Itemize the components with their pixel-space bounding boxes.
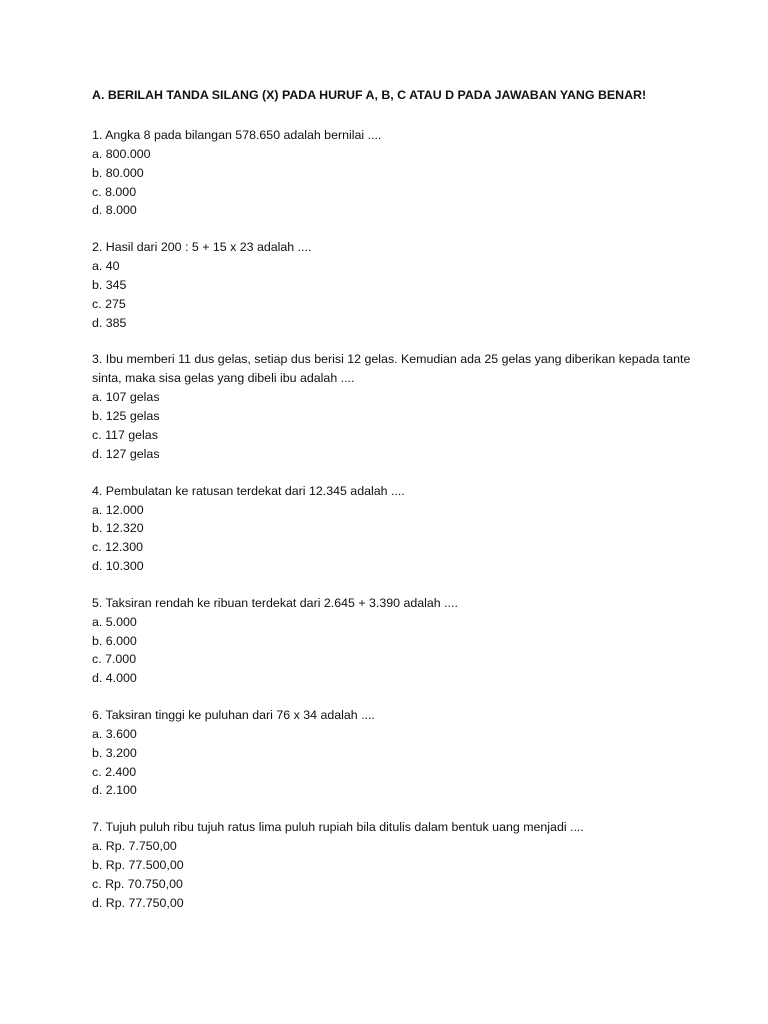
option-a: a. 3.600 xyxy=(92,726,137,741)
question-4 xyxy=(92,482,692,576)
answer-options xyxy=(92,501,692,576)
option-b: b. 6.000 xyxy=(92,633,137,648)
option-c: c. 7.000 xyxy=(92,652,137,667)
option-d: d. 10.300 xyxy=(92,558,144,573)
option-d: d. 2.100 xyxy=(92,783,137,798)
answer-options xyxy=(92,837,692,912)
option-a: a. 12.000 xyxy=(92,502,144,517)
option-d: d. 4.000 xyxy=(92,671,137,686)
document-page xyxy=(92,86,692,930)
question-5 xyxy=(92,594,692,688)
option-d: d. 8.000 xyxy=(92,203,137,218)
answer-options xyxy=(92,613,692,688)
option-b: b. Rp. 77.500,00 xyxy=(92,857,184,872)
option-b: b. 80.000 xyxy=(92,165,144,180)
option-c: c. 117 gelas xyxy=(92,427,158,442)
question-1 xyxy=(92,126,692,220)
question-text: 4. Pembulatan ke ratusan terdekat dari 12.345 adalah .... xyxy=(92,483,405,498)
option-b: b. 12.320 xyxy=(92,521,144,536)
question-text: 1. Angka 8 pada bilangan 578.650 adalah bernilai .... xyxy=(92,128,382,142)
option-b: b. 345 xyxy=(92,277,127,292)
option-d: d. 385 xyxy=(92,315,127,330)
option-b: b. 125 gelas xyxy=(92,409,160,424)
question-text: 2. Hasil dari 200 : 5 + 15 x 23 adalah .... xyxy=(92,240,312,255)
question-6 xyxy=(92,706,692,800)
question-3 xyxy=(92,350,692,463)
instructions-heading: A. BERILAH TANDA SILANG (X) PADA HURUF A, B, C ATAU D PADA JAWABAN YANG BENAR! xyxy=(92,88,647,102)
option-c: c. 12.300 xyxy=(92,540,143,555)
question-text: 7. Tujuh puluh ribu tujuh ratus lima puluh rupiah bila ditulis dalam bentuk uang menjadi .... xyxy=(92,820,584,835)
option-c: c. Rp. 70.750,00 xyxy=(92,876,183,891)
option-a: a. 5.000 xyxy=(92,614,137,629)
question-text: 3. Ibu memberi 11 dus gelas, setiap dus berisi 12 gelas. Kemudian ada 25 gelas yang diberikan kepada tante sinta, maka sisa gelas yang dibeli ibu adalah .... xyxy=(92,352,691,386)
question-text: 5. Taksiran rendah ke ribuan terdekat dari 2.645 + 3.390 adalah .... xyxy=(92,595,458,610)
option-b: b. 3.200 xyxy=(92,745,137,760)
question-2 xyxy=(92,238,692,332)
option-c: c. 8.000 xyxy=(92,184,137,199)
question-text: 6. Taksiran tinggi ke puluhan dari 76 x 34 adalah .... xyxy=(92,707,375,722)
question-7 xyxy=(92,818,692,912)
answer-options xyxy=(92,145,692,220)
option-a: a. 40 xyxy=(92,259,120,274)
option-d: d. 127 gelas xyxy=(92,446,160,461)
option-c: c. 275 xyxy=(92,296,126,311)
option-d: d. Rp. 77.750,00 xyxy=(92,895,184,910)
answer-options xyxy=(92,257,692,332)
option-a: a. 800.000 xyxy=(92,147,151,161)
option-c: c. 2.400 xyxy=(92,764,137,779)
answer-options xyxy=(92,725,692,800)
option-a: a. Rp. 7.750,00 xyxy=(92,839,177,854)
answer-options xyxy=(92,388,692,463)
option-a: a. 107 gelas xyxy=(92,390,160,405)
